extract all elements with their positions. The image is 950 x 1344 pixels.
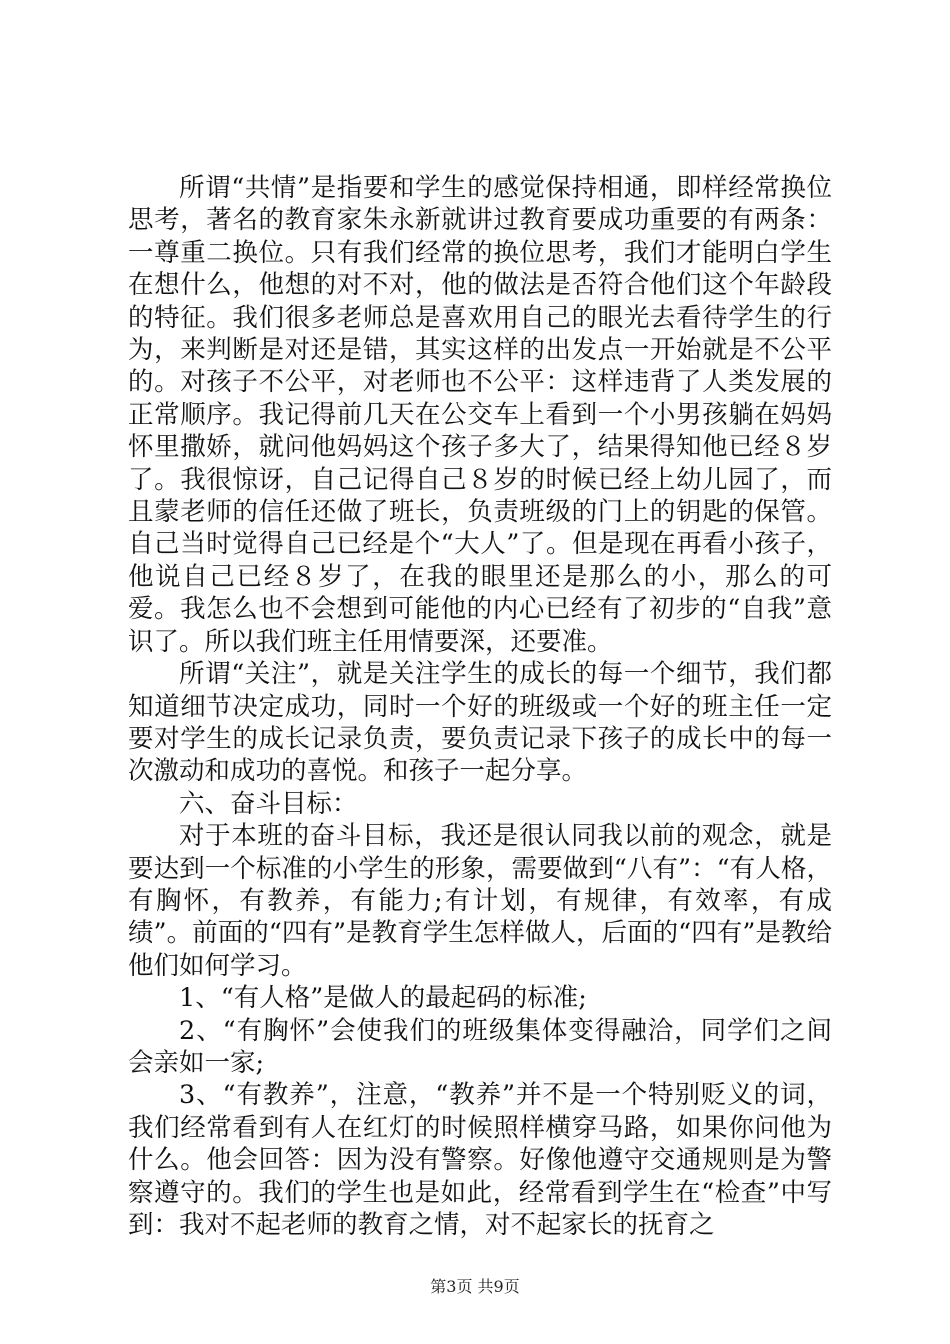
list-item-1: 1、“有人格”是做人的最起码的标准; [179,983,587,1014]
document-body [128,172,832,1241]
paragraph-attention: 所谓“关注”，就是关注学生的成长的每一个细节，我们都知道细节决定成功，同时一个好的班级或一个好的班主任一定要对学生的成长记录负责，要负责记录下孩子的成长中的每一次激动和成功的喜悦。和孩子一起分享。 [128,659,832,787]
page-number-footer: 第3页 共9页 [430,1277,520,1296]
paragraph-goals: 对于本班的奋斗目标，我还是很认同我以前的观念，就是要达到一个标准的小学生的形象，需要做到“八有”：“有人格，有胸怀，有教养，有能力;有计划，有规律，有效率，有成绩”。前面的“四有”是教育学生怎样做人，后面的“四有”是教给他们如何学习。 [128,821,832,981]
paragraph-empathy: 所谓“共情”是指要和学生的感觉保持相通，即样经常换位思考，著名的教育家朱永新就讲过教育要成功重要的有两条：一尊重二换位。只有我们经常的换位思考，我们才能明白学生在想什么，他想的对不对，他的做法是否符合他们这个年龄段的特征。我们很多老师总是喜欢用自己的眼光去看待学生的行为，来判断是对还是错，其实这样的出发点一开始就是不公平的。对孩子不公平，对老师也不公平：这样违背了人类发展的正常顺序。我记得前几天在公交车上看到一个小男孩躺在妈妈怀里撒娇，就问他妈妈这个孩子多大了，结果得知他已经８岁了。我很惊讶，自己记得自己８岁的时候已经上幼儿园了，而且蒙老师的信任还做了班长，负责班级的门上的钥匙的保管。自己当时觉得自己已经是个“大人”了。但是现在再看小孩子，他说自己已经８岁了，在我的眼里还是那么的小，那么的可爱。我怎么也不会想到可能他的内心已经有了初步的“自我”意识了。所以我们班主任用情要深，还要准。 [128,173,832,657]
section-heading-goals: 六、奋斗目标： [179,788,358,819]
list-item-2: 2、“有胸怀”会使我们的班级集体变得融洽，同学们之间会亲如一家; [128,1015,832,1078]
list-item-3: 3、“有教养”，注意，“教养”并不是一个特别贬义的词，我们经常看到有人在红灯的时候照样横穿马路，如果你问他为什么。他会回答：因为没有警察。好像他遵守交通规则是为警察遵守的。我们的学生也是如此，经常看到学生在“检查”中写到：我对不起老师的教育之情，对不起家长的抚育之 [128,1080,832,1240]
